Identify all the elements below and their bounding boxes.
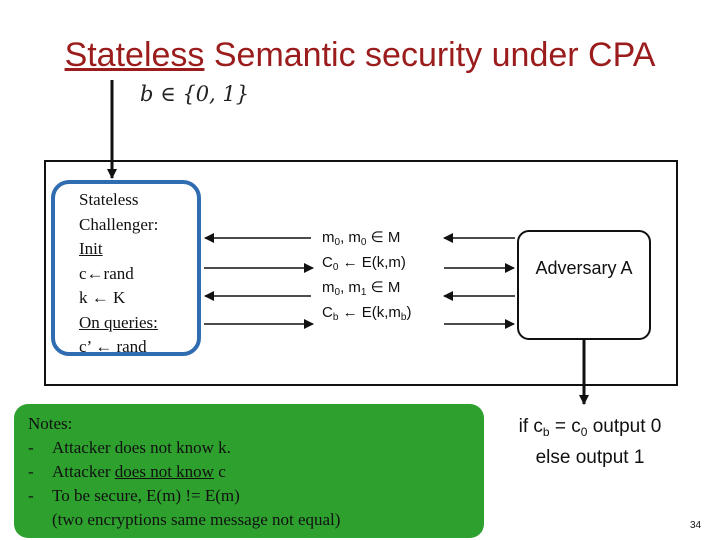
- note-bullet: -: [28, 486, 34, 505]
- output-line-2: else output 1: [535, 447, 645, 468]
- challenger-line: Init: [79, 239, 103, 258]
- note-text-before: (two encryptions same message not equal): [52, 510, 341, 529]
- notes-box: [14, 404, 484, 538]
- note-bullet: -: [28, 438, 34, 457]
- note-text-before: Attacker does not know k.: [52, 438, 231, 457]
- challenger-line: c←rand: [79, 263, 134, 283]
- challenger-line: Stateless: [79, 190, 139, 209]
- bit-set-label: b ∈ {0, 1}: [140, 82, 250, 106]
- challenger-box: [51, 180, 201, 356]
- note-text-before: To be secure, E(m) != E(m): [52, 486, 240, 505]
- message-list: [322, 228, 411, 328]
- page-number: 34: [690, 520, 702, 531]
- notes-heading: Notes:: [28, 414, 73, 433]
- adversary-label: Adversary A: [535, 258, 633, 278]
- note-item: [28, 460, 484, 484]
- challenger-line: k ← K: [79, 288, 126, 307]
- challenger-line: Challenger:: [79, 214, 159, 234]
- note-item: [28, 436, 484, 460]
- challenger-line: c’ ← rand: [79, 337, 147, 356]
- challenger-line: On queries:: [79, 312, 158, 332]
- adversary-box: [517, 230, 651, 340]
- message-line-3: $m_0$, $m_1$ ∈ M: [322, 279, 401, 298]
- note-item: [28, 484, 484, 508]
- note-text-before: Attacker: [52, 462, 115, 481]
- output-line-1: if $c_b = c_0$ output 0: [518, 416, 662, 439]
- message-line-2: $C_0$ ← E(k,m): [322, 254, 406, 273]
- note-text-after: c: [213, 462, 226, 481]
- note-item: [28, 508, 484, 532]
- note-bullet: -: [28, 462, 34, 481]
- output-rule: [490, 414, 690, 471]
- message-line-4: $C_b$ ← $E(k,m_b)$: [322, 304, 412, 323]
- title-underlined-word: Stateless: [64, 36, 205, 74]
- message-line-1: $m_0$, $m_0$ ∈ M: [322, 229, 401, 248]
- note-text-underlined: does not know: [114, 462, 214, 481]
- title-rest: Semantic security under CPA: [204, 36, 656, 74]
